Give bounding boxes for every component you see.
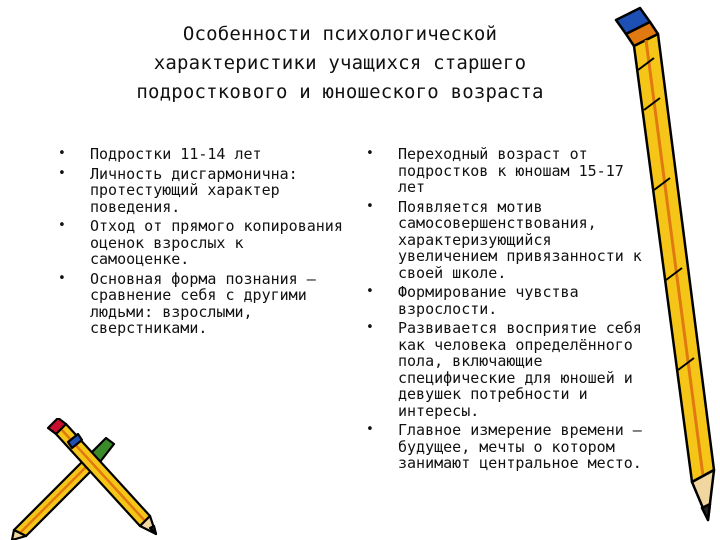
list-item-text: Главное измерение времени – будущее, мечты о котором занимают центральное место. (398, 421, 642, 472)
bullet-icon: • (366, 284, 374, 299)
list-item (58, 146, 348, 163)
bullet-icon: • (58, 270, 66, 286)
bullet-icon: • (58, 218, 66, 233)
list-item-text: Развивается восприятие себя как человека определённого пола, включающие специфические для юношей и девушек потребности и интересы. (398, 319, 642, 420)
list-item-text: Личность дисгармонична: протестующий характер поведения. (90, 164, 298, 216)
list-item (58, 218, 348, 268)
pencil-icon (588, 0, 720, 540)
list-item-text: Появляется мотив самосовершенствования, характеризующийся увеличением привязанности к своей школе. (398, 197, 642, 282)
list-item (58, 271, 348, 337)
list-item-text: Подростки 11-14 лет (90, 145, 262, 163)
slide-title (70, 20, 610, 107)
title-line-3: подросткового и юношеского возраста (136, 81, 544, 103)
list-item (58, 166, 348, 216)
list-item-text: Формирование чувства взрослости. (398, 283, 579, 318)
crossed-pencils-icon (8, 418, 158, 540)
bullet-icon: • (366, 146, 374, 161)
bullet-icon: • (58, 165, 66, 181)
list-item-text: Отход от прямого копирования оценок взрослых к самооценке. (90, 217, 343, 268)
title-line-1: Особенности психологической (182, 23, 498, 45)
title-line-2: характеристики учащихся старшего (153, 52, 527, 74)
bullet-icon: • (58, 146, 66, 161)
bullet-icon: • (366, 320, 374, 335)
list-item-text: Основная форма познания – сравнение себя с другими людьми: взрослыми, сверстниками. (90, 269, 316, 337)
left-bullet-list (58, 146, 348, 340)
bullet-icon: • (366, 422, 374, 437)
list-item-text: Переходный возраст от подростков к юношам 15-17 лет (398, 145, 624, 196)
bullet-icon: • (366, 198, 374, 214)
